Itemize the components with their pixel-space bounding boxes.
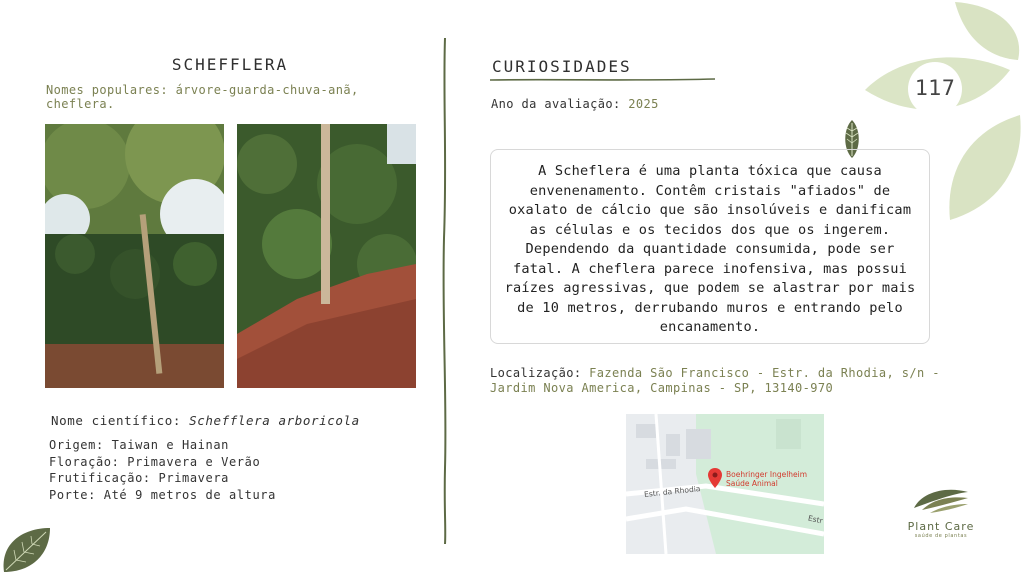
detail-origin: Origem: Taiwan e Hainan bbox=[49, 438, 229, 452]
curiosity-text: A Scheflera é uma planta tóxica que causa envenenamento. Contêm cristais "afiados" de oxalato de cálcio que são insolúveis e danificam as células e os tecidos dos que os ingerem. Dependendo da quantidade consumida, pode ser fatal. A cheflera parece inofensiva, mas possui raízes agressivas, que podem se alastrar por mais de 10 metros, derrubando muros e entrando pelo encanamento. bbox=[504, 163, 916, 335]
location-label: Localização: bbox=[490, 366, 582, 380]
map-road-label: Estr. da Rhodia bbox=[643, 484, 701, 499]
plant-photo-1 bbox=[45, 124, 224, 388]
section-title: CURIOSIDADES bbox=[492, 57, 632, 76]
brand-name: Plant Care bbox=[907, 520, 975, 533]
leaf-icon bbox=[0, 522, 52, 576]
map-place-name: Boehringer Ingelheim bbox=[726, 470, 808, 479]
year-label: Ano da avaliação: bbox=[491, 97, 621, 111]
plant-details bbox=[49, 437, 276, 503]
detail-size: Porte: Até 9 metros de altura bbox=[49, 487, 276, 502]
plant-title: SCHEFFLERA bbox=[171, 55, 289, 74]
detail-flowering: Floração: Primavera e Verão bbox=[49, 454, 261, 469]
popular-names: Nomes populares: árvore-guarda-chuva-anã, cheflera. bbox=[46, 83, 359, 111]
scientific-name: Schefflera arboricola bbox=[189, 413, 360, 428]
page-number: 117 bbox=[914, 76, 956, 100]
scientific-name-label: Nome científico: bbox=[51, 413, 182, 428]
map-road-label-2: Estr bbox=[807, 513, 824, 526]
detail-fruiting: Frutificação: Primavera bbox=[49, 471, 229, 485]
map-place-label bbox=[726, 470, 807, 488]
location bbox=[490, 366, 980, 396]
scientific-name-row bbox=[51, 413, 360, 430]
plant-care-logo bbox=[912, 486, 970, 516]
evaluation-year bbox=[491, 97, 659, 111]
plant-photo-2 bbox=[237, 124, 416, 388]
column-divider bbox=[441, 38, 449, 544]
location-value: Fazenda São Francisco - Estr. da Rhodia, s/n - Jardim Nova America, Campinas - SP, 13140-970 bbox=[490, 366, 940, 395]
brand-tagline: saúde de plantas bbox=[914, 533, 968, 539]
curiosity-card bbox=[490, 149, 930, 344]
map-pin-icon bbox=[708, 468, 722, 488]
location-map[interactable] bbox=[626, 414, 824, 554]
map-place-subname: Saúde Animal bbox=[726, 479, 778, 488]
title-underline bbox=[490, 77, 715, 83]
year-value: 2025 bbox=[628, 97, 659, 111]
